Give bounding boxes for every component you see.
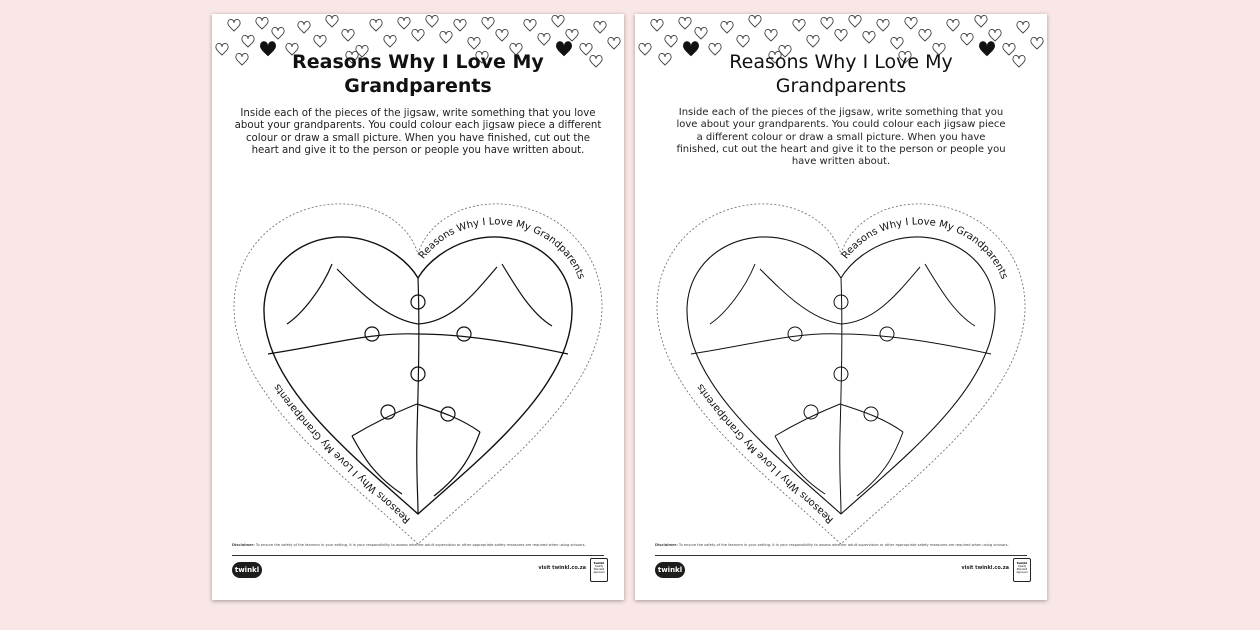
- disclaimer: [655, 543, 1027, 548]
- badge-brand: twinkl: [1016, 561, 1028, 565]
- title-line-1: Reasons Why I Love My: [729, 51, 953, 73]
- quality-badge-icon: [1013, 558, 1031, 582]
- footer-divider: [232, 555, 604, 556]
- worksheet-page-handwriting: [635, 14, 1047, 600]
- title-line-1: Reasons Why I Love My: [292, 51, 544, 73]
- instructions-text: Inside each of the pieces of the jigsaw, write something that you love about your grandparents. You could colour each jigsaw piece a different colour or draw a small picture. When you have finished, cut out the heart and give it to the person or people you have written about.: [234, 108, 602, 156]
- jigsaw-lines: [268, 264, 568, 514]
- title-line-2: Grandparents: [344, 75, 492, 97]
- disclaimer-label: Disclaimer:: [232, 543, 255, 547]
- jigsaw-heart: [212, 174, 624, 544]
- website-link[interactable]: visit twinkl.co.za: [538, 565, 586, 571]
- twinkl-logo: twinkl: [232, 562, 262, 578]
- heart-text-right: Reasons Why I Love My Grandparents: [840, 216, 1010, 281]
- heart-text-left: Reasons Why I Love My Grandparents: [271, 381, 413, 526]
- disclaimer-text: To ensure the safety of the learners in your setting, it is your responsibility to assess whether adult supervision or other appropriate safety measures are required when using scissors.: [678, 543, 1009, 547]
- footer-divider: [655, 555, 1027, 556]
- disclaimer: [232, 543, 604, 548]
- instructions-text: Inside each of the pieces of the jigsaw, write something that you love about your grandparents. You could colour each jigsaw piece a different colour or draw a small picture. When you have finished, cut out the heart and give it to the person or people you have written about.: [676, 107, 1006, 168]
- badge-text: Quality Standard Approved: [1016, 565, 1028, 574]
- quality-badge-icon: [590, 558, 608, 582]
- title-line-2: Grandparents: [775, 75, 907, 97]
- heart-text-right: Reasons Why I Love My Grandparents: [417, 216, 587, 281]
- disclaimer-text: To ensure the safety of the learners in your setting, it is your responsibility to assess whether adult supervision or other appropriate safety measures are required when using scissors.: [255, 543, 586, 547]
- jigsaw-lines: [691, 264, 991, 514]
- twinkl-logo: twinkl: [655, 562, 685, 578]
- worksheet-title: [252, 50, 584, 98]
- worksheet-title: [675, 50, 1007, 98]
- disclaimer-label: Disclaimer:: [655, 543, 678, 547]
- jigsaw-heart: [635, 174, 1047, 544]
- badge-brand: twinkl: [593, 561, 605, 565]
- worksheet-page-bold: [212, 14, 624, 600]
- website-link[interactable]: visit twinkl.co.za: [961, 565, 1009, 571]
- badge-text: Quality Standard Approved: [593, 565, 605, 574]
- heart-text-left: Reasons Why I Love My Grandparents: [694, 381, 836, 526]
